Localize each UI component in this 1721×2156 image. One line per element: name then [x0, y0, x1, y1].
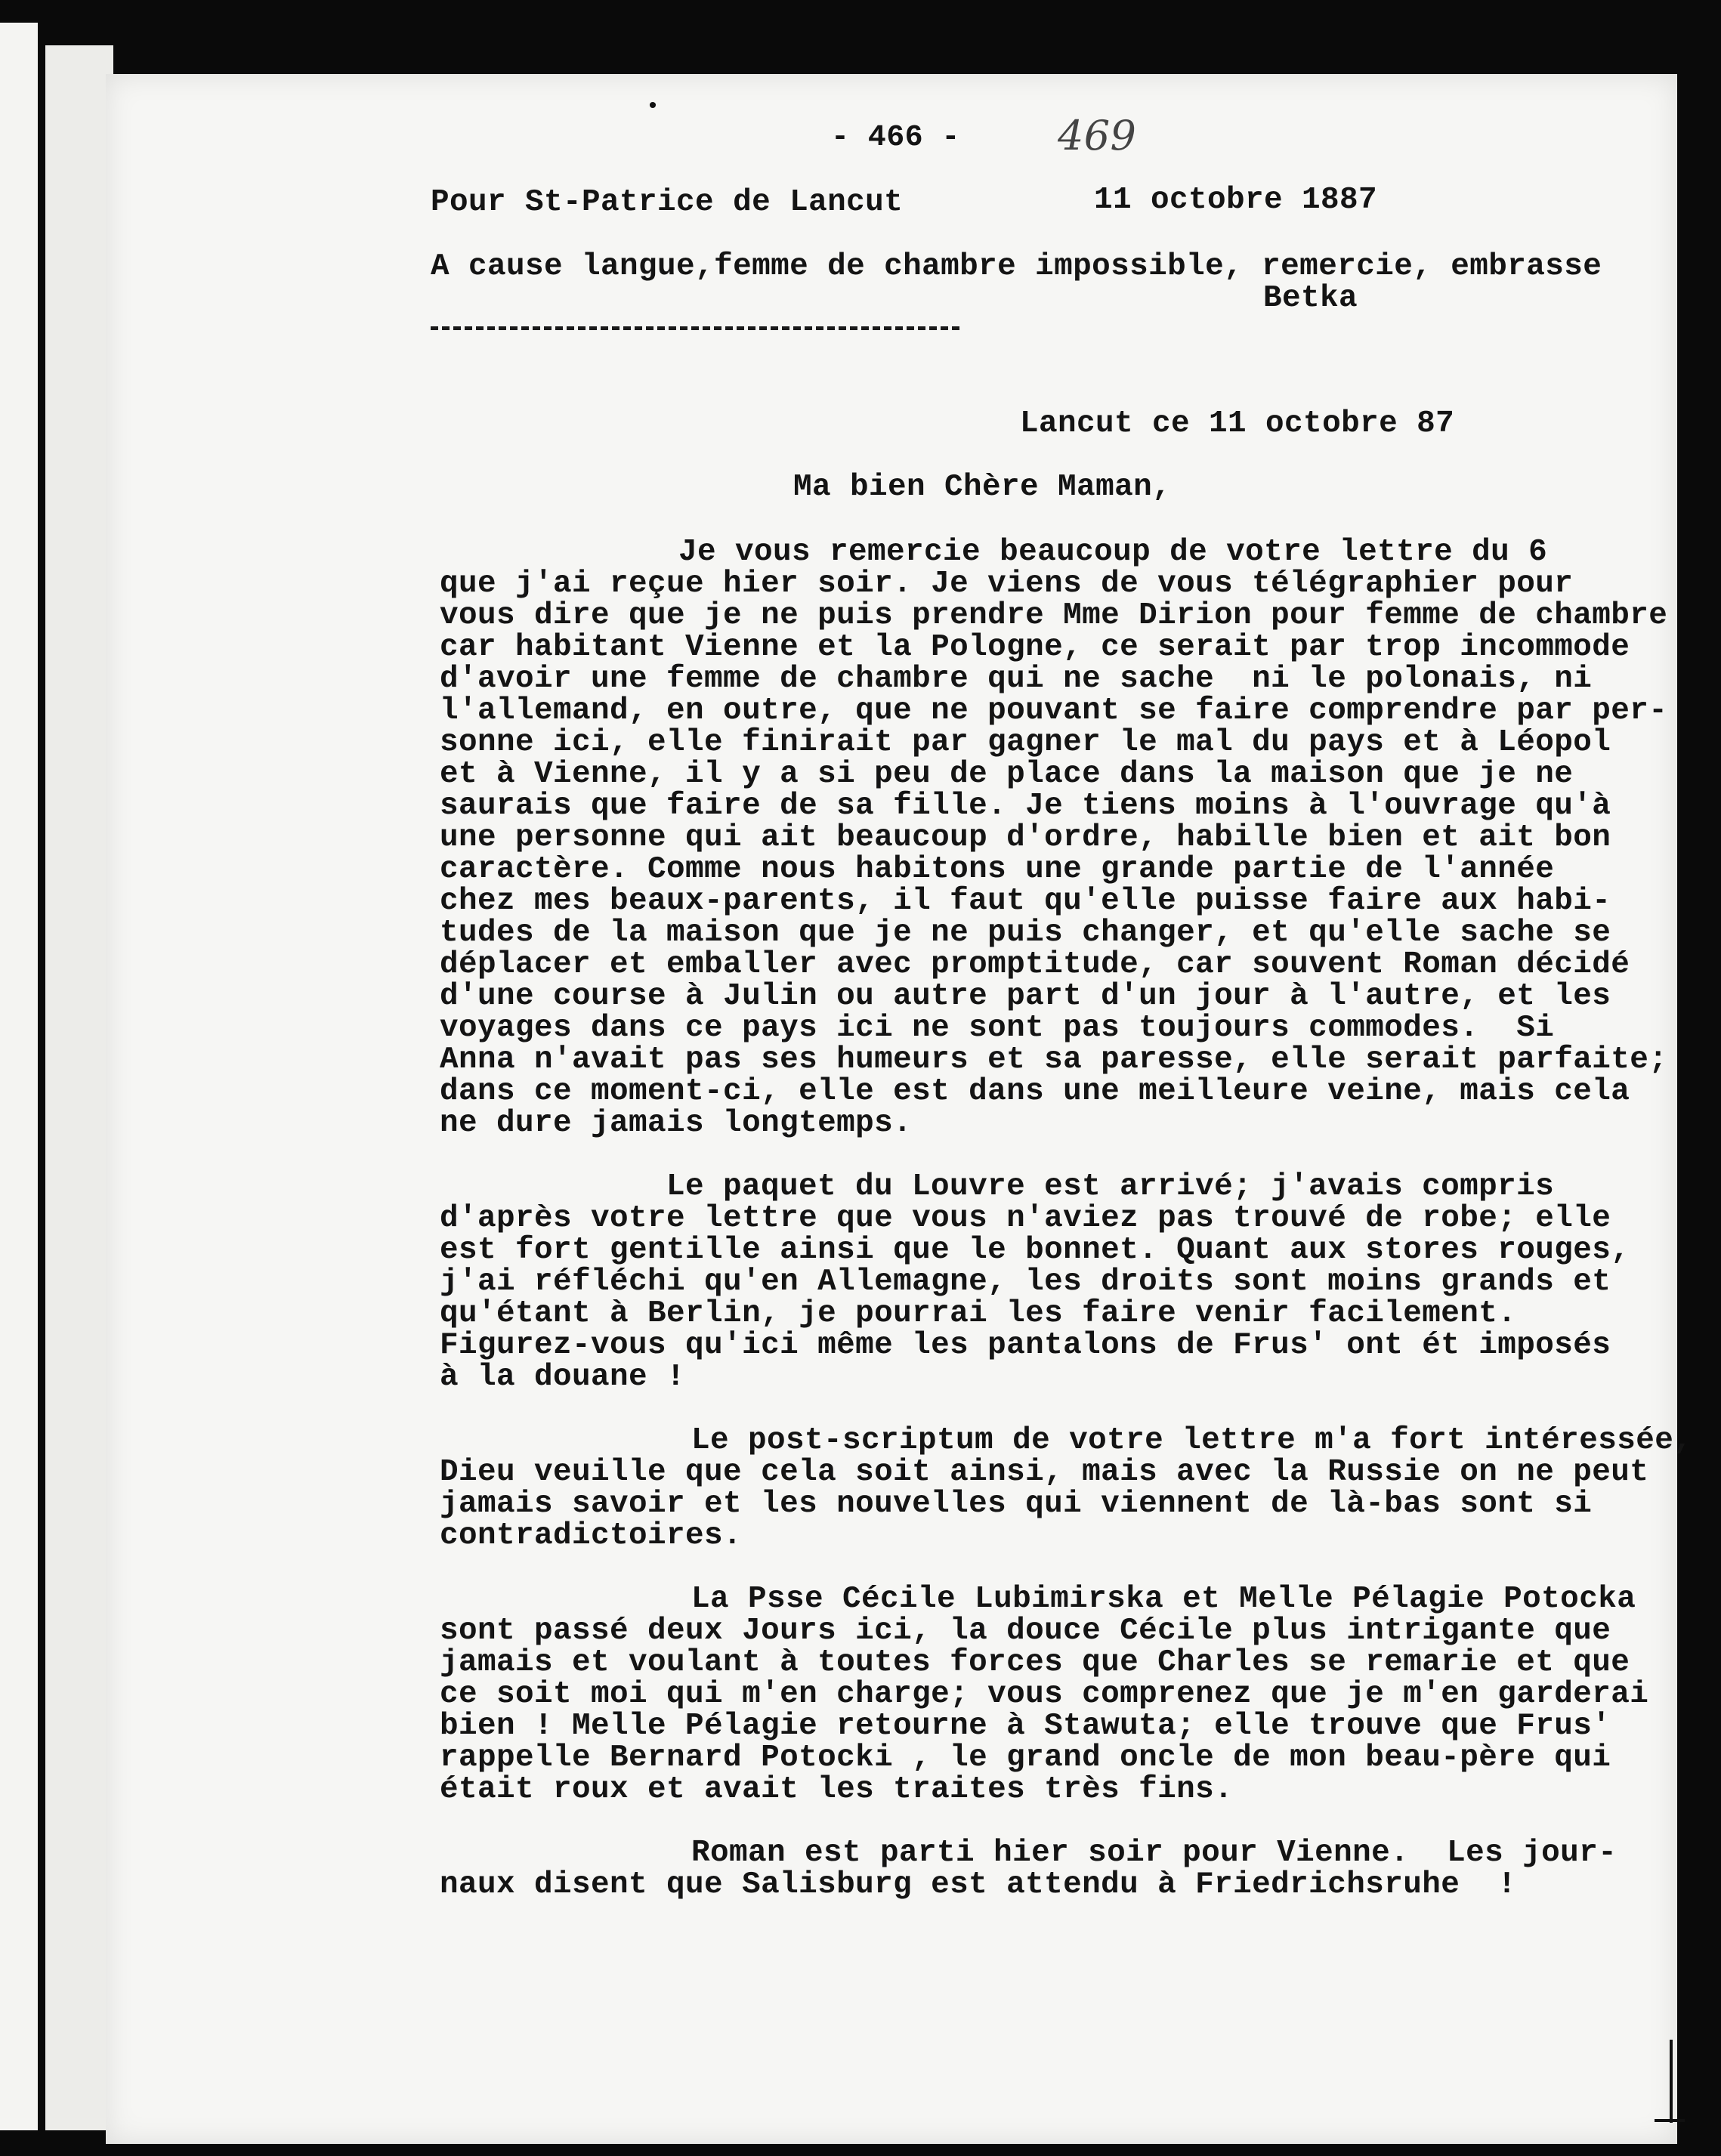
letter-line: est fort gentille ainsi que le bonnet. Quant aux stores rouges, — [440, 1233, 1630, 1268]
letter-line: Le paquet du Louvre est arrivé; j'avais compris — [666, 1169, 1555, 1204]
letter-line: l'allemand, en outre, que ne pouvant se faire comprendre par per- — [440, 693, 1668, 728]
letter-line: dans ce moment-ci, elle est dans une meilleure veine, mais cela — [440, 1074, 1630, 1109]
telegram-date: 11 octobre 1887 — [1094, 183, 1378, 218]
letter-line: contradictoires. — [440, 1518, 743, 1553]
letter-line: saurais que faire de sa fille. Je tiens moins à l'ouvrage qu'à — [440, 789, 1611, 823]
letter-line: que j'ai reçue hier soir. Je viens de vous télégraphier pour — [440, 567, 1574, 601]
letter-line: était roux et avait les traites très fins. — [440, 1772, 1234, 1807]
letter-line: et à Vienne, il y a si peu de place dans la maison que je ne — [440, 757, 1574, 792]
letter-line: d'avoir une femme de chambre qui ne sache ni le polonais, ni — [440, 662, 1593, 697]
letter-line: d'après votre lettre que vous n'aviez pas trouvé de robe; elle — [440, 1201, 1611, 1236]
letter-line: tudes de la maison que je ne puis changer, et qu'elle sache se — [440, 916, 1611, 950]
letter-line: Le post-scriptum de votre lettre m'a fort intéressée, — [691, 1423, 1693, 1458]
letter-line: Anna n'avait pas ses humeurs et sa paresse, elle serait parfaite; — [440, 1042, 1668, 1077]
letter-line: voyages dans ce pays ici ne sont pas toujours commodes. Si — [440, 1011, 1555, 1046]
underlying-page-edge-2 — [45, 45, 113, 2130]
letter-line: naux disent que Salisburg est attendu à Friedrichsruhe ! — [440, 1867, 1517, 1902]
letter-line: jamais et voulant à toutes forces que Charles se remarie et que — [440, 1645, 1630, 1680]
letter-salutation: Ma bien Chère Maman, — [793, 470, 1172, 505]
letter-line: une personne qui ait beaucoup d'ordre, habille bien et ait bon — [440, 820, 1611, 855]
letter-line: ce soit moi qui m'en charge; vous comprenez que je m'en garderai — [440, 1677, 1649, 1712]
corner-mark — [1655, 2119, 1685, 2122]
separator-rule — [431, 326, 959, 330]
letter-line: bien ! Melle Pélagie retourne à Stawuta; elle trouve que Frus' — [440, 1709, 1611, 1744]
corner-mark — [1670, 2040, 1673, 2123]
handwritten-page-number: 469 — [1058, 112, 1137, 159]
letter-line: Dieu veuille que cela soit ainsi, mais avec la Russie on ne peut — [440, 1455, 1649, 1490]
letter-line: d'une course à Julin ou autre part d'un jour à l'autre, et les — [440, 979, 1611, 1014]
letter-line: à la douane ! — [440, 1360, 686, 1395]
telegram-address: Pour St-Patrice de Lancut — [431, 185, 904, 220]
letter-line: jamais savoir et les nouvelles qui viennent de là-bas sont si — [440, 1487, 1593, 1521]
underlying-page-edge — [0, 23, 38, 2130]
letter-line: Je vous remercie beaucoup de votre lettre du 6 — [678, 535, 1548, 570]
letter-line: déplacer et emballer avec promptitude, car souvent Roman décidé — [440, 947, 1630, 982]
letter-line: caractère. Comme nous habitons une grande partie de l'année — [440, 852, 1555, 887]
letter-line: chez mes beaux-parents, il faut qu'elle puisse faire aux habi- — [440, 884, 1611, 919]
telegram-signature: Betka — [1263, 281, 1358, 316]
letter-line: sonne ici, elle finirait par gagner le mal du pays et à Léopol — [440, 725, 1611, 760]
letter-line: rappelle Bernard Potocki , le grand oncle de mon beau-père qui — [440, 1741, 1611, 1775]
letter-line: j'ai réfléchi qu'en Allemagne, les droits sont moins grands et — [440, 1265, 1611, 1299]
letter-place-date: Lancut ce 11 octobre 87 — [1020, 406, 1455, 441]
telegram-message: A cause langue,femme de chambre impossible, remercie, embrasse — [431, 249, 1602, 284]
letter-line: Figurez-vous qu'ici même les pantalons de Frus' ont ét imposés — [440, 1328, 1611, 1363]
letter-line: car habitant Vienne et la Pologne, ce serait par trop incommode — [440, 630, 1630, 665]
letter-line: La Psse Cécile Lubimirska et Melle Pélagie Potocka — [691, 1582, 1636, 1617]
letter-line: qu'étant à Berlin, je pourrai les faire venir facilement. — [440, 1296, 1517, 1331]
page-number: - 466 - — [831, 121, 960, 155]
letter-line: Roman est parti hier soir pour Vienne. Les jour- — [691, 1836, 1617, 1870]
letter-line: vous dire que je ne puis prendre Mme Dirion pour femme de chambre — [440, 598, 1668, 633]
letter-line: ne dure jamais longtemps. — [440, 1106, 913, 1141]
letter-line: sont passé deux Jours ici, la douce Cécile plus intrigante que — [440, 1614, 1611, 1648]
ink-mark: • — [646, 94, 660, 120]
